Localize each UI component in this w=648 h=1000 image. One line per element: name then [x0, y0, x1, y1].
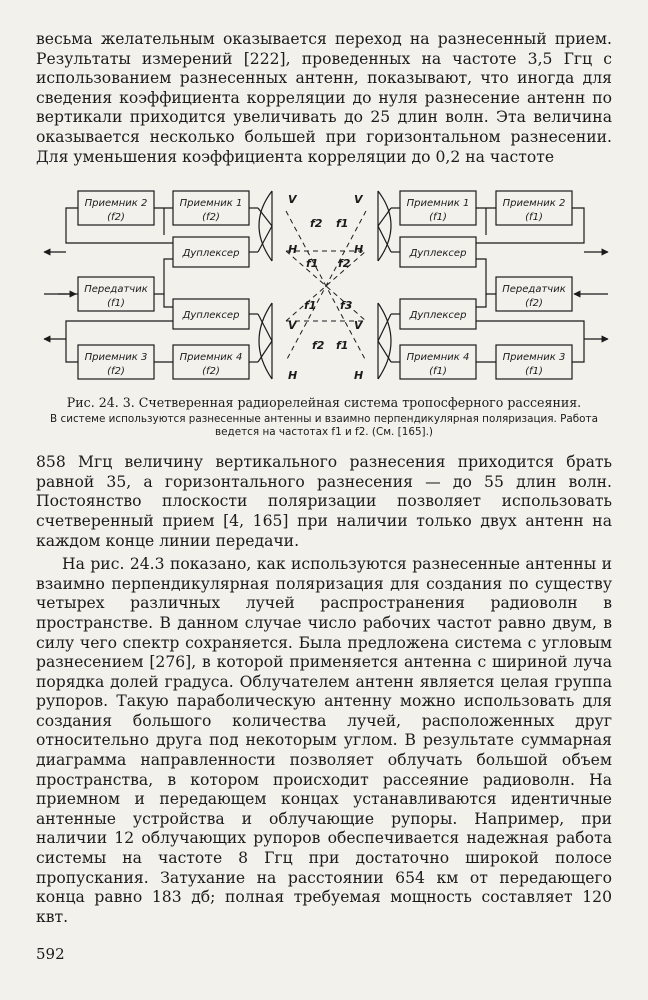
- block-label: Дуплексер: [182, 310, 240, 322]
- freq-label: f2: [338, 257, 351, 271]
- polarization-h-label: H: [288, 369, 298, 383]
- right-duplexer-1-block: [400, 237, 476, 267]
- figure-caption-note: В системе используются разнесенные антенны и взаимно перпендикулярная поляризация. Работа ведется на частотах f1 и f2. (См. [165].): [50, 413, 598, 439]
- polarization-v-label: V: [354, 193, 363, 207]
- right-duplexer-2-block: [400, 299, 476, 329]
- left-transmitter-block: [78, 277, 154, 311]
- block-label: Приемник 1: [179, 198, 243, 210]
- freq-label: f2: [312, 339, 325, 353]
- figure-caption: Рис. 24. 3. Счетверенная радиорелейная система тропосферного рассеяния.: [66, 395, 582, 411]
- propagation-paths: [286, 211, 366, 361]
- left-duplexer-2-block: [173, 299, 249, 329]
- right-receiver-2-block: [496, 191, 572, 225]
- polarization-v-label: V: [288, 319, 297, 333]
- freq-label: f1: [306, 257, 319, 271]
- block-label: Приемник 2: [502, 198, 566, 210]
- page-number: 592: [36, 945, 65, 964]
- right-receiver-1-block: [400, 191, 476, 225]
- block-label: Передатчик: [502, 284, 566, 296]
- block-freq: (f2): [107, 366, 125, 378]
- freq-label: f1: [304, 299, 317, 313]
- freq-label: f1: [336, 339, 349, 353]
- block-freq: (f1): [525, 212, 543, 224]
- block-label: Дуплексер: [182, 248, 240, 260]
- polarization-v-label: V: [354, 319, 363, 333]
- right-antenna-lower: [378, 303, 391, 379]
- paragraph-2: 858 Мгц величину вертикального разнесения приходится брать равной 35, а горизонтального разнесения — до 55 длин волн. Постоянство плоскости поляризации позволяет использовать счетверенный прием [4, 165] при наличии только двух антенн на каждом конце линии передачи.: [36, 453, 612, 550]
- block-label: Дуплексер: [409, 248, 467, 260]
- block-freq: (f1): [429, 212, 447, 224]
- block-freq: (f1): [107, 298, 125, 310]
- left-antenna-upper: [258, 191, 272, 261]
- block-freq: (f2): [107, 212, 125, 224]
- left-receiver-3-block: [78, 345, 154, 379]
- block-freq: (f2): [202, 212, 220, 224]
- block-freq: (f1): [429, 366, 447, 378]
- freq-label: f3: [340, 299, 353, 313]
- left-antenna-lower: [258, 303, 272, 379]
- left-receiver-4-block: [173, 345, 249, 379]
- polarization-h-label: H: [288, 243, 298, 257]
- book-page: [36, 30, 612, 963]
- paragraph-3: На рис. 24.3 показано, как используются разнесенные антенны и взаимно перпендикулярная поляризация для создания по существу четырех различных лучей распространения радиоволн в пространстве. В данном случае число рабочих частот равно двум, в силу чего спектр сохраняется. Была предложена система с угловым разнесением [276], в которой применяется антенна с шириной луча порядка долей градуса. Облучателем антенн является целая группа рупоров. Такую параболическую антенну можно использовать для создания большого количества лучей, расположенных друг относительно друга под некоторым углом. В результате суммарная диаграмма направленности позволяет облучать большой объем пространства, в котором происходит рассеяние радиоволн. На приемном и передающем концах устанавливаются идентичные антенные устройства и облучающие рупоры. Например, при наличии 12 облучающих рупоров обеспечивается надежная работа системы на частоте 8 Ггц при достаточно широкой полосе пропускания. Затухание на расстоянии 654 км от передающего конца равно 183 дб; полная требуемая мощность составляет 120 квт.: [36, 555, 612, 926]
- block-freq: (f1): [525, 366, 543, 378]
- block-label: Приемник 1: [406, 198, 470, 210]
- right-antenna-upper: [378, 191, 391, 261]
- block-label: Передатчик: [84, 284, 148, 296]
- path-labels: [288, 193, 364, 382]
- left-receiver-1-block: [173, 191, 249, 225]
- freq-label: f2: [310, 217, 323, 231]
- left-duplexer-1-block: [173, 237, 249, 267]
- block-label: Приемник 3: [84, 352, 148, 364]
- block-label: Приемник 4: [179, 352, 243, 364]
- right-receiver-4-block: [400, 345, 476, 379]
- polarization-h-label: H: [354, 243, 364, 257]
- block-label: Приемник 2: [84, 198, 148, 210]
- block-label: Приемник 3: [502, 352, 566, 364]
- polarization-h-label: H: [354, 369, 364, 383]
- paragraph-1: весьма желательным оказывается переход на разнесенный прием. Результаты измерений [222], проведенных на частоте 3,5 Ггц с использованием разнесенных антенн, показывают, что иногда для сведения коэффициента корреляции до нуля разнесение антенн по вертикали приходится увеличивать до 25 длин волн. Эта величина оказывается несколько большей при горизонтальном разнесении. Для уменьшения коэффициента корреляции до 0,2 на частоте: [36, 30, 612, 166]
- block-label: Дуплексер: [409, 310, 467, 322]
- polarization-v-label: V: [288, 193, 297, 207]
- left-receiver-2-block: [78, 191, 154, 225]
- right-transmitter-block: [496, 277, 572, 311]
- block-label: Приемник 4: [406, 352, 470, 364]
- freq-label: f1: [336, 217, 349, 231]
- block-diagram: [36, 181, 612, 389]
- block-freq: (f2): [202, 366, 220, 378]
- block-freq: (f2): [525, 298, 543, 310]
- right-wiring: [391, 208, 608, 362]
- right-receiver-3-block: [496, 345, 572, 379]
- left-wiring: [44, 208, 258, 362]
- figure-24-3: [36, 181, 612, 389]
